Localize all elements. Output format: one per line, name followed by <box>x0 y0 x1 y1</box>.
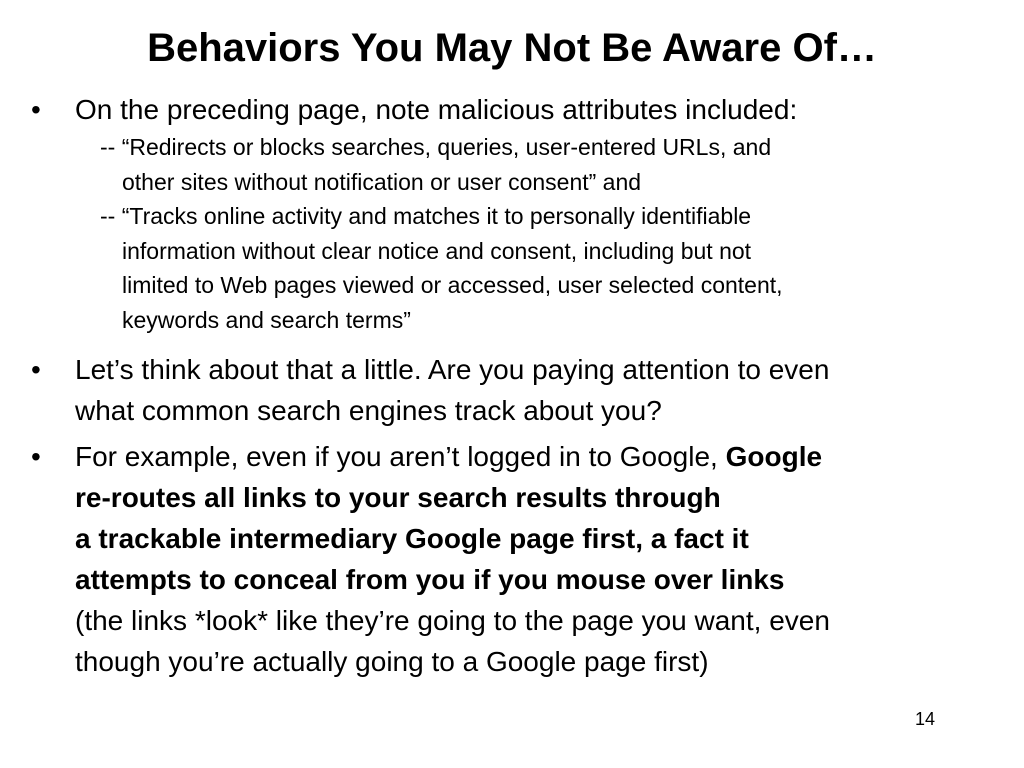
bullet-line: though you’re actually going to a Google page first) <box>75 646 709 677</box>
sub-item-line: keywords and search terms” <box>122 306 411 333</box>
bullet-line: what common search engines track about you? <box>75 395 662 426</box>
bullet-text <box>75 349 1011 431</box>
bullet-text: On the preceding page, note malicious attributes included: <box>75 94 798 125</box>
bullet-line-bold: Google <box>725 441 823 472</box>
bullet-item-think-about-it <box>31 349 1011 431</box>
sub-item-tracks <box>100 199 1011 337</box>
sub-item-line: information without clear notice and consent, including but not <box>122 237 752 264</box>
sub-item-line: -- “Redirects or blocks searches, queries, user-entered URLs, and <box>100 134 772 160</box>
bullet-glyph: • <box>31 94 41 125</box>
bullet-line <box>75 436 1011 477</box>
bullet-line: Let’s think about that a little. Are you paying attention to even <box>75 354 830 385</box>
bullet-item-malicious-attributes <box>31 89 1011 337</box>
bullet-line-bold: a trackable intermediary Google page first, a fact it <box>75 523 749 554</box>
bullet-line-bold: re-routes all links to your search results through <box>75 482 721 513</box>
sub-item-redirects <box>100 130 1011 199</box>
sub-item-line: other sites without notification or user consent” and <box>122 168 642 195</box>
bullet-text <box>75 436 1011 682</box>
sub-item-line: -- “Tracks online activity and matches it to personally identifiable <box>100 203 752 229</box>
bullet-item-google-example <box>31 436 1011 682</box>
bullet-line-bold: attempts to conceal from you if you mouse over links <box>75 564 785 595</box>
bullet-glyph: • <box>31 354 41 385</box>
page-number: 14 <box>914 709 936 729</box>
sub-item-line: limited to Web pages viewed or accessed, user selected content, <box>122 272 783 298</box>
slide-title: Behaviors You May Not Be Aware Of… <box>147 26 877 70</box>
bullet-glyph: • <box>31 441 41 472</box>
bullet-line-normal: For example, even if you aren’t logged in to Google, <box>75 441 726 472</box>
bullet-line: (the links *look* like they’re going to the page you want, even <box>75 605 830 636</box>
